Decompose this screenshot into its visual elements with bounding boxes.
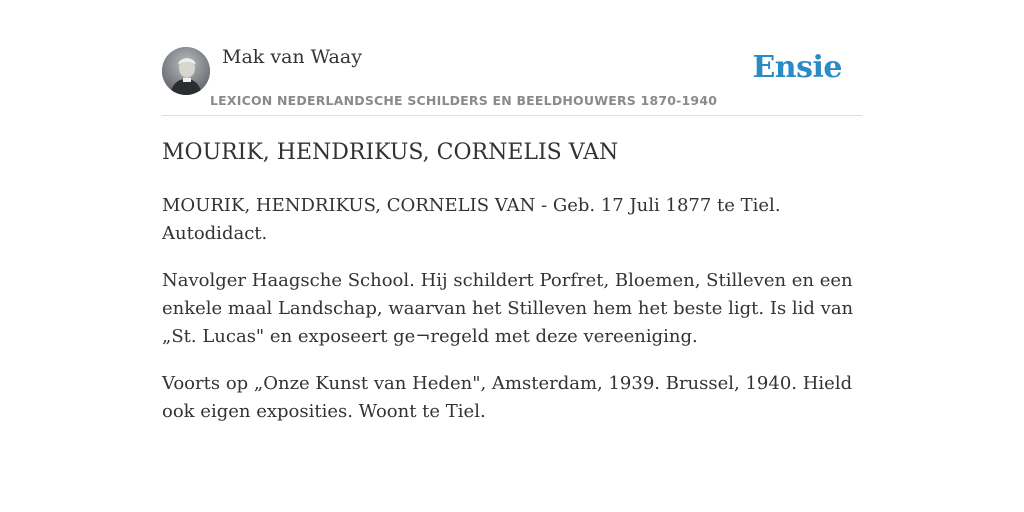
header <box>162 0 862 116</box>
article-body <box>162 192 862 445</box>
article-paragraph: Voorts op „Onze Kunst van Heden", Amsterdam, 1939. Brussel, 1940. Hield ook eigen exposities. Woont te Tiel. <box>162 373 853 422</box>
source-title[interactable]: LEXICON NEDERLANDSCHE SCHILDERS EN BEELDHOUWERS 1870-1940 <box>210 93 718 108</box>
ensie-logo[interactable]: Ensie <box>752 50 842 85</box>
article-paragraph: MOURIK, HENDRIKUS, CORNELIS VAN - Geb. 17 Juli 1877 te Tiel. Autodidact. <box>162 195 781 244</box>
page-title: MOURIK, HENDRIKUS, CORNELIS VAN <box>162 140 619 165</box>
page-container <box>162 0 862 422</box>
author-avatar[interactable] <box>162 47 210 95</box>
author-name[interactable]: Mak van Waay <box>222 46 362 68</box>
portrait-icon <box>162 47 210 95</box>
article-paragraph: Navolger Haagsche School. Hij schildert Porfret, Bloemen, Stilleven en een enkele maal Landschap, waarvan het Stilleven hem het beste ligt. Is lid van „St. Lucas" en exposeert ge¬regeld met deze vereeniging. <box>162 270 854 347</box>
